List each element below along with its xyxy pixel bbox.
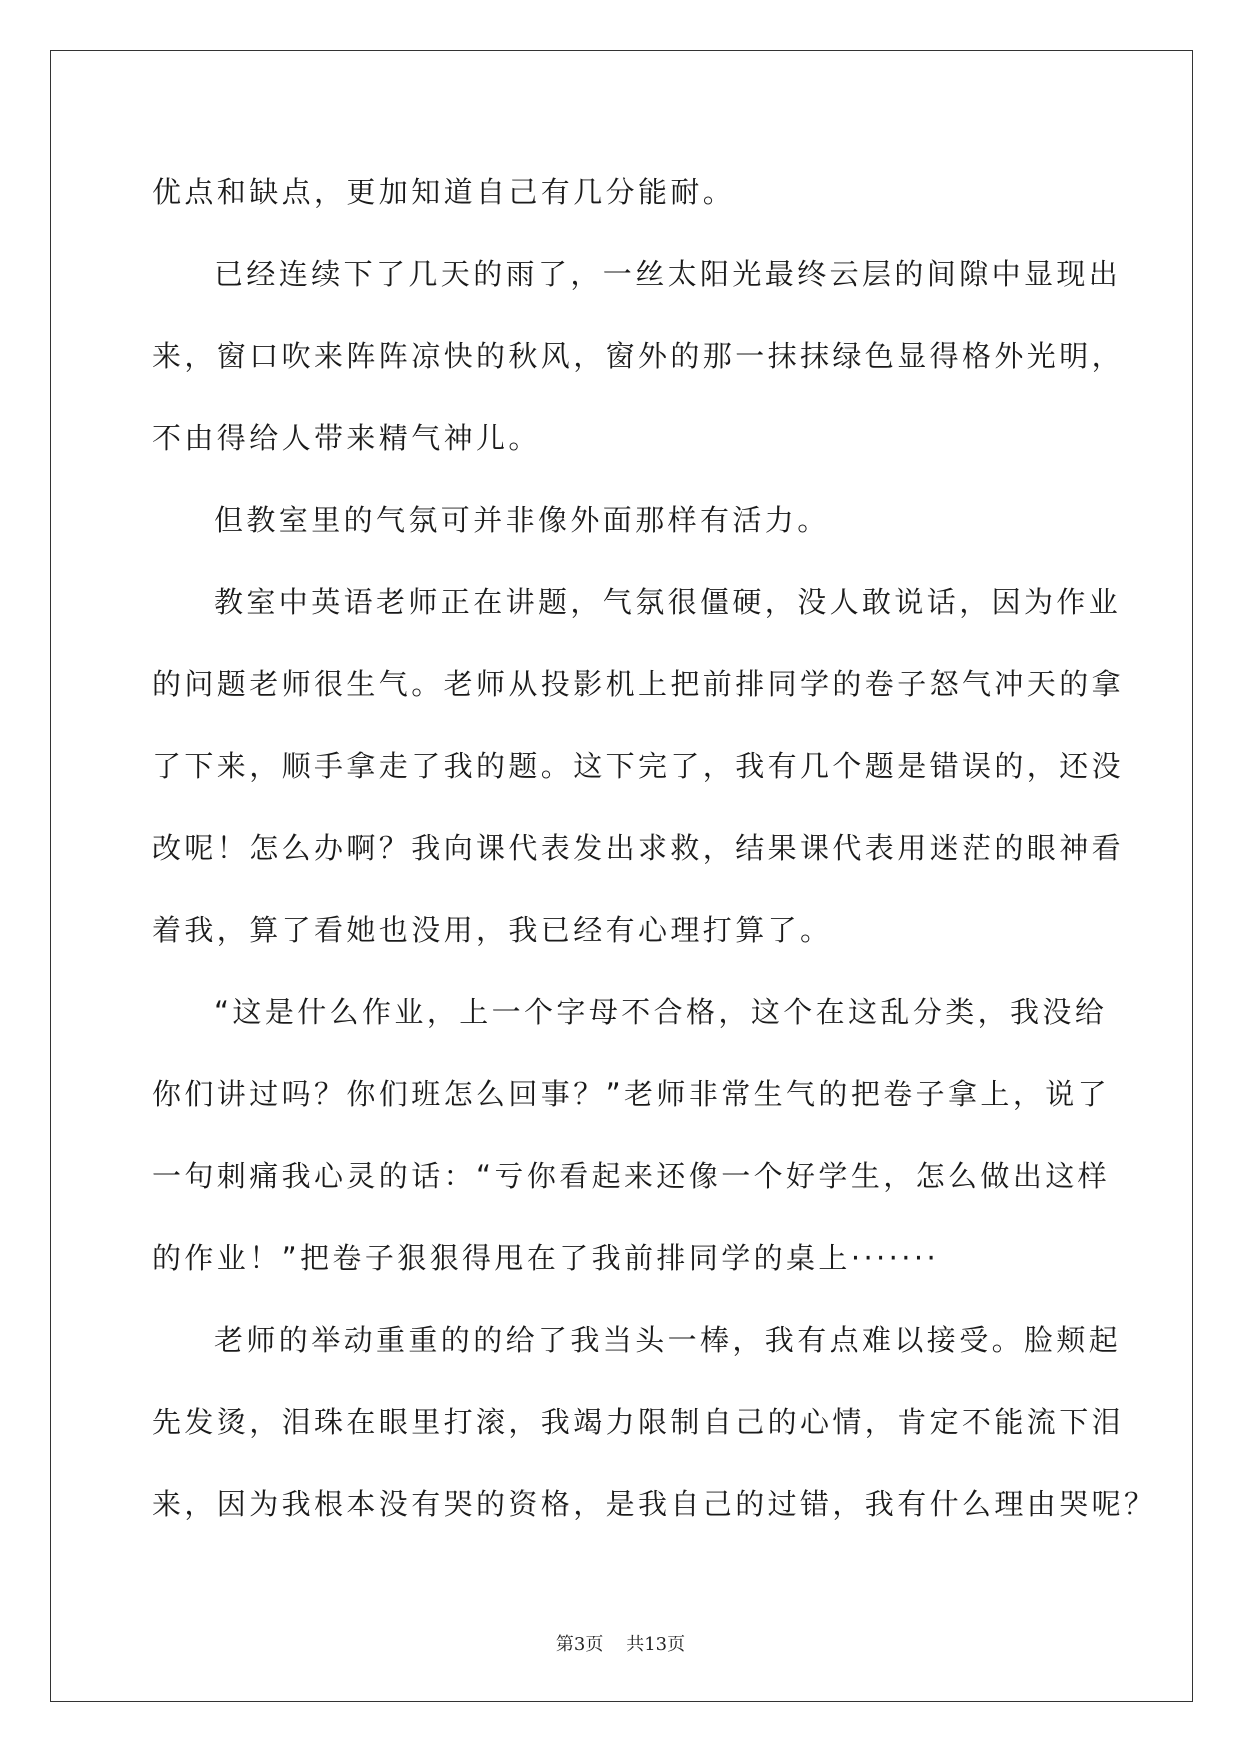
paragraph-first-line: 教室中英语老师正在讲题，气氛很僵硬，没人敢说话，因为作业 — [214, 585, 1122, 619]
paragraph-line: 的问题老师很生气。老师从投影机上把前排同学的卷子怒气冲天的拿 — [152, 667, 1125, 701]
paragraph-line: 先发烫，泪珠在眼里打滚，我竭力限制自己的心情，肯定不能流下泪 — [152, 1405, 1125, 1439]
paragraph-first-line: 老师的举动重重的的给了我当头一棒，我有点难以接受。脸颊起 — [214, 1323, 1122, 1357]
paragraph-line: 不由得给人带来精气神儿。 — [152, 421, 541, 455]
paragraph-line: 了下来，顺手拿走了我的题。这下完了，我有几个题是错误的，还没 — [152, 749, 1125, 783]
paragraph-line: 改呢！怎么办啊？我向课代表发出求救，结果课代表用迷茫的眼神看 — [152, 831, 1125, 865]
paragraph-line: 来，窗口吹来阵阵凉快的秋风，窗外的那一抹抹绿色显得格外光明， — [152, 339, 1125, 373]
paragraph-line: 你们讲过吗？你们班怎么回事？”老师非常生气的把卷子拿上，说了 — [152, 1077, 1111, 1111]
paragraph-line: 优点和缺点，更加知道自己有几分能耐。 — [152, 175, 736, 209]
page-number-footer: 第3页 共13页 — [555, 1634, 686, 1655]
paragraph-first-line: 但教室里的气氛可并非像外面那样有活力。 — [214, 503, 830, 537]
document-body — [152, 161, 1157, 1555]
paragraph-first-line: 已经连续下了几天的雨了，一丝太阳光最终云层的间隙中显现出 — [214, 257, 1122, 291]
paragraph-line: 着我，算了看她也没用，我已经有心理打算了。 — [152, 913, 833, 947]
paragraph-line: 一句刺痛我心灵的话：“亏你看起来还像一个好学生，怎么做出这样 — [152, 1159, 1111, 1193]
paragraph-line: 来，因为我根本没有哭的资格，是我自己的过错，我有什么理由哭呢？ — [152, 1487, 1157, 1521]
paragraph-first-line: “这是什么作业，上一个字母不合格，这个在这乱分类，我没给 — [214, 995, 1108, 1029]
paragraph-line: 的作业！”把卷子狠狠得甩在了我前排同学的桌上······· — [152, 1241, 940, 1275]
